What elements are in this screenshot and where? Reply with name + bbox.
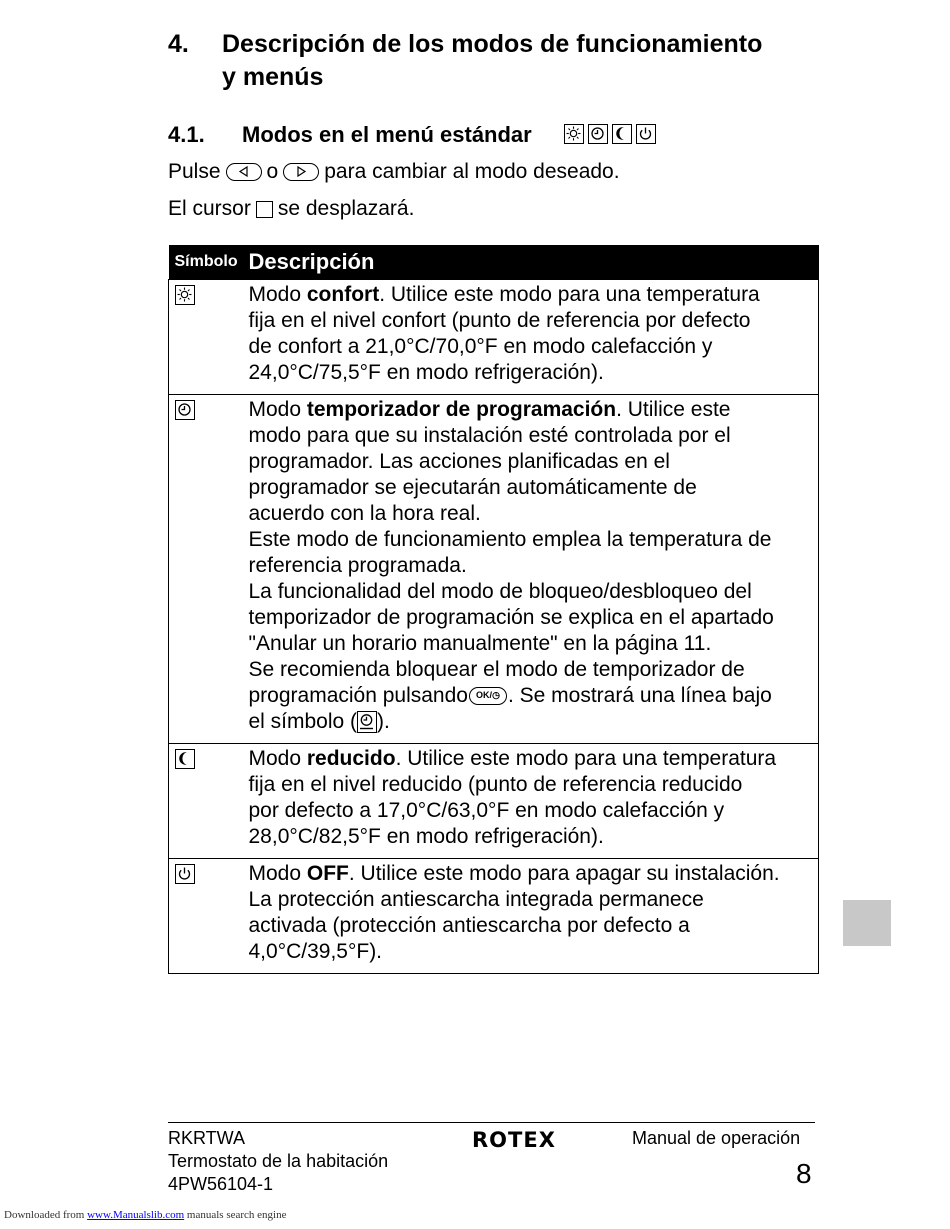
- desc-text: ).: [377, 710, 390, 733]
- section-tab-marker: [843, 900, 891, 946]
- table-row-reducido: [169, 744, 819, 859]
- intro-text-end: se desplazará.: [277, 197, 415, 220]
- desc-line: Este modo de funcionamiento emplea la temperatura de: [248, 528, 772, 551]
- mode-name: reducido: [306, 747, 396, 770]
- desc-line: [249, 683, 813, 709]
- desc-text: el símbolo (: [248, 710, 358, 733]
- desc-line: [249, 709, 813, 735]
- right-arrow-key-icon: [283, 163, 319, 181]
- section-number: 4.: [168, 30, 189, 58]
- mode-name: temporizador de programación: [306, 398, 617, 421]
- desc-line: 28,0°C/82,5°F en modo refrigeración).: [248, 825, 604, 848]
- desc-line: temporizador de programación se explica en el apartado: [248, 606, 774, 629]
- description-cell: [249, 859, 819, 974]
- desc-text: . Utilice este modo para una temperatura: [379, 283, 760, 306]
- download-notice: [4, 1209, 286, 1221]
- footer-code: 4PW56104-1: [168, 1174, 274, 1194]
- desc-line: programador. Las acciones planificadas en el: [248, 450, 670, 473]
- section-title: [222, 28, 842, 94]
- desc-line: programador se ejecutarán automáticamente de: [248, 476, 697, 499]
- mode-icons: [564, 124, 656, 144]
- cursor-box-icon: [256, 201, 273, 218]
- footer-product: Termostato de la habitación: [168, 1151, 389, 1171]
- desc-line: "Anular un horario manualmente" en la página 11.: [248, 632, 712, 655]
- section-title-line2: y menús: [222, 63, 324, 91]
- desc-text: programación pulsando: [248, 684, 468, 707]
- desc-line: La funcionalidad del modo de bloqueo/desbloqueo del: [248, 580, 752, 603]
- desc-pre: Modo: [248, 283, 307, 306]
- clock-icon: [175, 400, 195, 420]
- power-icon: [175, 864, 195, 884]
- desc-text: . Utilice este modo para apagar su instalación.: [348, 862, 780, 885]
- download-prefix: Downloaded from: [4, 1209, 85, 1221]
- footer-model: RKRTWA: [168, 1128, 246, 1148]
- description-cell: [249, 744, 819, 859]
- brand-logo: ROTEX: [472, 1128, 556, 1152]
- desc-line: 4,0°C/39,5°F).: [248, 940, 383, 963]
- mode-name: confort: [306, 283, 380, 306]
- table-row-off: [169, 859, 819, 974]
- desc-line: [249, 397, 813, 423]
- symbol-cell: [169, 859, 249, 974]
- desc-line: acuerdo con la hora real.: [248, 502, 481, 525]
- desc-line: de confort a 21,0°C/70,0°F en modo calefacción y: [248, 335, 713, 358]
- download-suffix: manuals search engine: [186, 1209, 287, 1221]
- desc-pre: Modo: [248, 747, 307, 770]
- desc-pre: Modo: [248, 862, 307, 885]
- table-header-row: [169, 245, 819, 280]
- mode-name: OFF: [306, 862, 349, 885]
- subsection-title: Modos en el menú estándar: [242, 122, 532, 147]
- desc-line: por defecto a 17,0°C/63,0°F en modo calefacción y: [248, 799, 725, 822]
- desc-line: modo para que su instalación esté controlada por el: [248, 424, 731, 447]
- power-icon: [636, 124, 656, 144]
- footer-divider: [168, 1122, 815, 1123]
- desc-line: 24,0°C/75,5°F en modo refrigeración).: [248, 361, 604, 384]
- table-row-temporizador: [169, 395, 819, 744]
- desc-line: activada (protección antiescarcha por defecto a: [248, 914, 690, 937]
- intro-text: Pulse: [168, 160, 221, 183]
- moon-icon: [612, 124, 632, 144]
- symbol-cell: [169, 744, 249, 859]
- intro-text-end: para cambiar al modo deseado.: [324, 160, 620, 183]
- desc-line: fija en el nivel reducido (punto de referencia reducido: [248, 773, 743, 796]
- desc-line: referencia programada.: [248, 554, 467, 577]
- header-symbol: Símbolo: [169, 245, 249, 280]
- left-arrow-key-icon: [226, 163, 262, 181]
- desc-line: [249, 746, 813, 772]
- manualslib-link[interactable]: www.Manualslib.com: [87, 1209, 185, 1221]
- desc-text: . Utilice este modo para una temperatura: [395, 747, 777, 770]
- desc-text: . Se mostrará una línea bajo: [507, 684, 772, 707]
- intro-text-or: o: [266, 160, 279, 183]
- desc-text: . Utilice este: [616, 398, 731, 421]
- desc-line: La protección antiescarcha integrada permanece: [248, 888, 704, 911]
- symbol-cell: [169, 395, 249, 744]
- modes-table: [168, 245, 819, 974]
- moon-icon: [175, 749, 195, 769]
- description-cell: [249, 395, 819, 744]
- desc-line: [249, 861, 813, 887]
- ok-key-icon: OK/◷: [469, 687, 507, 705]
- intro-line-1: [168, 160, 620, 184]
- page-number: 8: [796, 1158, 812, 1189]
- header-description: Descripción: [249, 245, 819, 280]
- desc-line: [249, 282, 813, 308]
- clock-icon: [588, 124, 608, 144]
- clock-underlined-icon: [357, 711, 377, 733]
- ok-key-label: OK/: [476, 690, 493, 700]
- intro-line-2: [168, 197, 414, 221]
- table-row-confort: [169, 280, 819, 395]
- sun-icon: [175, 285, 195, 305]
- intro-text: El cursor: [168, 197, 251, 220]
- desc-line: fija en el nivel confort (punto de referencia por defecto: [248, 309, 751, 332]
- description-cell: [249, 280, 819, 395]
- footer-doc-type: Manual de operación: [632, 1128, 801, 1148]
- desc-line: Se recomienda bloquear el modo de temporizador de: [248, 658, 745, 681]
- subsection-number: 4.1.: [168, 122, 205, 147]
- symbol-cell: [169, 280, 249, 395]
- desc-pre: Modo: [248, 398, 307, 421]
- sun-icon: [564, 124, 584, 144]
- section-title-line1: Descripción de los modos de funcionamiento: [222, 30, 763, 58]
